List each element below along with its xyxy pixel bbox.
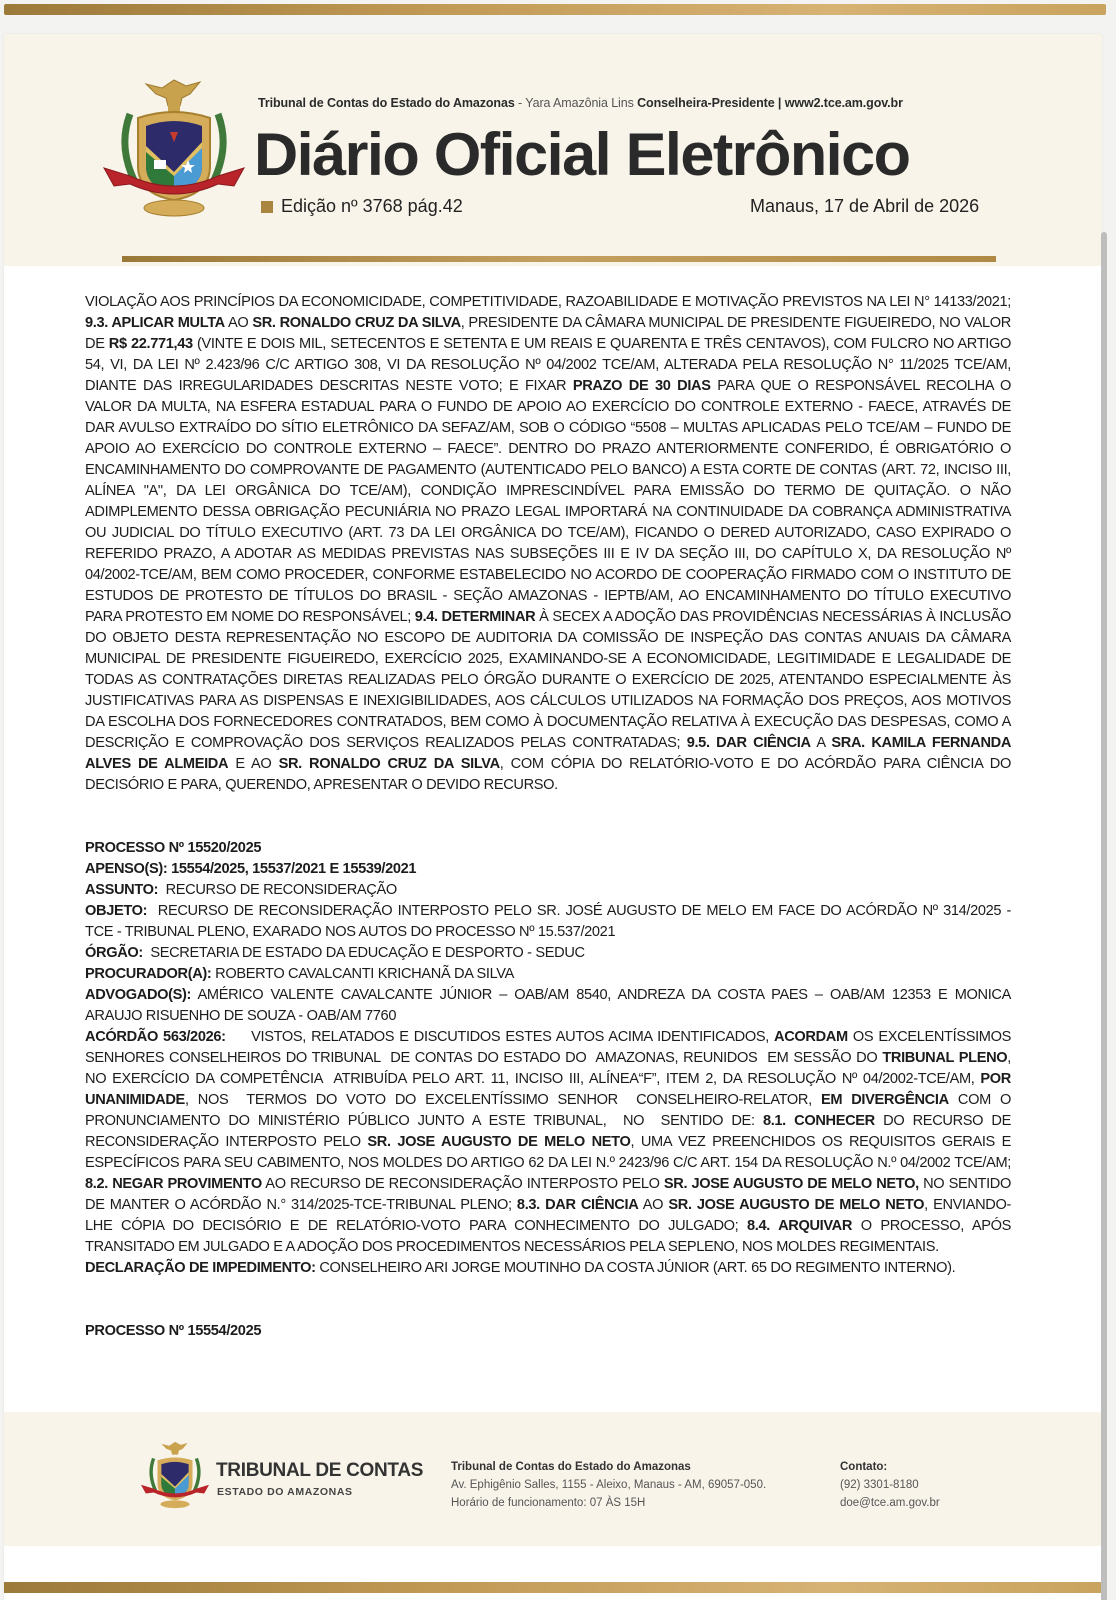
bold-segment: R$ 22.771,43 xyxy=(108,336,193,352)
bold-segment: 8.1. CONHECER xyxy=(762,1113,875,1129)
bold-segment: 8.2. NEGAR PROVIMENTO xyxy=(85,1176,262,1192)
process-advogados: ADVOGADO(S): AMÉRICO VALENTE CAVALCANTE JÚNIOR – OAB/AM 8540, ANDREZA DA COSTA PAES – OAB/AM 12353 E MONICA ARAUJO RISUENHO DE SOUZA - OAB/AM 7760 xyxy=(85,987,1011,1024)
bold-segment: SR. JOSE AUGUSTO DE MELO NETO xyxy=(367,1134,631,1150)
masthead-title: Diário Oficial Eletrônico xyxy=(254,121,910,188)
coat-of-arms-logo xyxy=(100,76,248,220)
text-segment: OS EXCELENTÍSSIMOS SENHORES CONSELHEIROS DO TRIBUNAL DE CONTAS DO ESTADO DO AMAZONAS, REUNIDOS EM SESSÃO DO xyxy=(85,1029,1015,1066)
bold-segment: 9.3. APLICAR MULTA xyxy=(85,315,225,331)
text-segment: COM O PRONUNCIAMENTO DO MINISTÉRIO PÚBLICO JUNTO A ESTE TRIBUNAL, NO SENTIDO DE: xyxy=(85,1092,1015,1129)
footer-contact-block xyxy=(840,1458,940,1512)
pipe: | xyxy=(774,96,785,110)
text-segment: E AO xyxy=(228,756,279,772)
text-segment: AO xyxy=(224,315,253,331)
separator: - xyxy=(514,96,526,110)
header-institution-line xyxy=(258,96,903,110)
bold-segment: PRAZO DE 30 DIAS xyxy=(572,378,711,394)
text-segment: , NO EXERCÍCIO DA COMPETÊNCIA ATRIBUÍDA PELO ART. 11, INCISO III, ALÍNEA“F”, ITEM 2, DA RESOLUÇÃO Nº 04/2002-TCE/AM, xyxy=(85,1050,1015,1087)
address-text: Av. Ephigênio Salles, 1155 - Aleixo, Manaus - AM, 69057-050. xyxy=(451,1479,767,1491)
edition-info xyxy=(261,196,463,217)
process-title: PROCESSO Nº 15554/2025 xyxy=(85,1323,262,1339)
president-name: Yara Amazônia Lins xyxy=(525,96,634,110)
contact-heading: Contato: xyxy=(840,1461,888,1473)
footer-coat-of-arms-logo xyxy=(139,1439,211,1511)
text-segment: , ENVIANDO-LHE CÓPIA DO DECISÓRIO E DE RELATÓRIO-VOTO PARA CONHECIMENTO DO JULGADO; xyxy=(85,1197,1011,1234)
bold-segment: SR. RONALDO CRUZ DA SILVA xyxy=(252,315,461,331)
website-link[interactable]: www2.tce.am.gov.br xyxy=(784,96,903,110)
footer-brand-subtitle: ESTADO DO AMAZONAS xyxy=(217,1486,353,1498)
bold-segment: ACÓRDÃO 563/2026: xyxy=(85,1029,226,1045)
text-segment: , PRESIDENTE DA CÂMARA MUNICIPAL DE PRESIDENTE FIGUEIREDO, NO VALOR DE xyxy=(85,315,1015,352)
text-segment: VIOLAÇÃO AOS PRINCÍPIOS DA ECONOMICIDADE, COMPETITIVIDADE, RAZOABILIDADE E MOTIVAÇÃO PREVISTOS NA LEI N° 14133/2021; xyxy=(85,294,1015,310)
top-gold-bar xyxy=(4,4,1106,15)
text-segment: O PROCESSO, APÓS TRANSITADO EM JULGADO E A ADOÇÃO DOS PROCEDIMENTOS NECESSÁRIOS PELA SEPLENO, NOS MOLDES REGIMENTAIS. xyxy=(85,1218,1015,1255)
acordao-paragraph xyxy=(85,1027,1015,1258)
bold-segment: 8.3. DAR CIÊNCIA xyxy=(516,1197,639,1213)
page-header xyxy=(4,34,1102,266)
bold-segment: TRIBUNAL PLENO xyxy=(882,1050,1008,1066)
text-segment: PARA QUE O RESPONSÁVEL RECOLHA O VALOR DA MULTA, NA ESFERA ESTADUAL PARA O FUNDO DE APOIO AO EXERCÍCIO DO CONTROLE EXTERNO - FAECE, ATRAVÉS DE DAR AVULSO EXTRAÍDO DO SÍTIO ELETRÔNICO DA SEFAZ/AM, SOB O CÓDIGO “5508 – MULTAS APLICADAS PELO TCE/AM – FUNDO DE APOIO AO EXERCÍCIO DO CONTROLE EXTERNO – FAECE”. DENTRO DO PRAZO ANTERIORMENTE CONFERIDO, É OBRIGATÓRIO O ENCAMINHAMENTO DO COMPROVANTE DE PAGAMENTO (AUTENTICADO PELO BANCO) A ESTA CORTE DE CONTAS (ART. 72, INCISO III, ALÍNEA "A", DA LEI ORGÂNICA DO TCE/AM), CONDIÇÃO IMPRESCINDÍVEL PARA EMISSÃO DO TERMO DE QUITAÇÃO. O NÃO ADIMPLEMENTO DESSA OBRIGAÇÃO PECUNIÁRIA NO PRAZO LEGAL IMPORTARÁ NA CONTINUIDADE DA COBRANÇA ADMINISTRATIVA OU JUDICIAL DO TÍTULO EXECUTIVO (ART. 73 DA LEI ORGÂNICA DO TCE/AM), FICANDO O DERED AUTORIZADO, CASO EXPIRADO O REFERIDO PRAZO, A ADOTAR AS MEDIDAS PREVISTAS NAS SUBSEÇÕES III E IV DA SEÇÃO III, DO CAPÍTULO X, DA RESOLUÇÃO Nº 04/2002-TCE/AM, BEM COMO PROCEDER, CONFORME ESTABELECIDO NO ACORDO DE COOPERAÇÃO FIRMADO COM O INSTITUTO DE ESTUDOS DE PROTESTO DE TÍTULOS DO BRASIL - SEÇÃO AMAZONAS - IEPTB/AM, AO ENCAMINHAMENTO DO TÍTULO EXECUTIVO PARA PROTESTO EM NOME DO RESPONSÁVEL; xyxy=(85,378,1015,625)
process-assunto: ASSUNTO: RECURSO DE RECONSIDERAÇÃO xyxy=(85,882,397,898)
bold-segment: EM DIVERGÊNCIA xyxy=(820,1092,949,1108)
process-impedimento: DECLARAÇÃO DE IMPEDIMENTO: CONSELHEIRO ARI JORGE MOUTINHO DA COSTA JÚNIOR (ART. 65 DO REGIMENTO INTERNO). xyxy=(85,1260,956,1276)
footer-brand-title: TRIBUNAL DE CONTAS xyxy=(216,1460,424,1481)
page-footer xyxy=(4,1412,1102,1546)
text-segment: À SECEX A ADOÇÃO DAS PROVIDÊNCIAS NECESSÁRIAS À INCLUSÃO DO OBJETO DESTA REPRESENTAÇÃO NO ESCOPO DE AUDITORIA DA COMISSÃO DE INSPEÇÃO DAS CONTAS ANUAIS DA CÂMARA MUNICIPAL DE PRESIDENTE FIGUEIREDO, EXERCÍCIO 2025, EXAMINANDO-SE A ECONOMICIDADE, LEGITIMIDADE E LEGALIDADE DE TODAS AS CONTRATAÇÕES DIRETAS REALIZADAS PELO ÓRGÃO DURANTE O EXERCÍCIO DE 2025, ATENTANDO ESPECIALMENTE ÀS JUSTIFICATIVAS PARA AS DISPENSAS E INEXIGIBILIDADES, AOS CÁLCULOS UTILIZADOS NA FORMAÇÃO DOS PREÇOS, AOS MOTIVOS DA ESCOLHA DOS FORNECEDORES CONTRATADOS, BEM COMO À DOCUMENTAÇÃO RELATIVA À EXECUÇÃO DAS DESPESAS, COMO A DESCRIÇÃO E COMPROVAÇÃO DOS SERVIÇOS REALIZADOS PELAS CONTRATADAS; xyxy=(85,609,1015,751)
document-body xyxy=(85,292,1015,1342)
bold-segment: SRA. KAMILA FERNANDA ALVES DE ALMEIDA xyxy=(85,735,1015,772)
process-title: PROCESSO Nº 15520/2025 xyxy=(85,840,262,856)
text-segment: (VINTE E DOIS MIL, SETECENTOS E SETENTA E UM REAIS E QUARENTA E TRÊS CENTAVOS), COM FULCRO NO ARTIGO 54, VI, DA LEI Nº 2.423/96 C/C ARTIGO 308, VI DA RESOLUÇÃO Nº 04/2002 TCE/AM, ALTERADA PELA RESOLUÇÃO N° 11/2025 TCE/AM, DIANTE DAS IRREGULARIDADES DESCRITAS NESTE VOTO; E FIXAR xyxy=(85,336,1015,394)
header-divider xyxy=(122,256,996,262)
bold-segment: POR UNANIMIDADE xyxy=(85,1071,1015,1108)
bold-segment: 9.5. DAR CIÊNCIA xyxy=(686,735,811,751)
president-title: Conselheira-Presidente xyxy=(637,96,775,110)
text-segment: A xyxy=(810,735,832,751)
text-segment: , UMA VEZ PREENCHIDOS OS REQUISITOS GERAIS E ESPECÍFICOS PARA SEU CABIMENTO, NOS MOLDES DO ARTIGO 62 DA LEI N.º 2423/96 C/C ART. 154 DA RESOLUÇÃO N.º 04/2002 TCE/AM; xyxy=(85,1134,1015,1171)
bold-segment: ACORDAM xyxy=(774,1029,848,1045)
text-segment: , COM CÓPIA DO RELATÓRIO-VOTO E DO ACÓRDÃO PARA CIÊNCIA DO DECISÓRIO E PARA, QUERENDO, APRESENTAR O DEVIDO RECURSO. xyxy=(85,756,1015,793)
address-heading: Tribunal de Contas do Estado do Amazonas xyxy=(451,1461,691,1473)
document-page xyxy=(4,34,1102,1600)
hours-text: Horário de funcionamento: 07 ÀS 15H xyxy=(451,1497,646,1509)
bold-segment: 9.4. DETERMINAR xyxy=(414,609,536,625)
contact-phone[interactable]: (92) 3301-8180 xyxy=(840,1479,919,1491)
text-segment: VISTOS, RELATADOS E DISCUTIDOS ESTES AUTOS ACIMA IDENTIFICADOS, xyxy=(225,1029,775,1045)
text-segment: , NOS TERMOS DO VOTO DO EXCELENTÍSSIMO SENHOR CONSELHEIRO-RELATOR, xyxy=(184,1092,821,1108)
process-objeto: OBJETO: RECURSO DE RECONSIDERAÇÃO INTERPOSTO PELO SR. JOSÉ AUGUSTO DE MELO EM FACE DO ACÓRDÃO Nº 314/2025 - TCE - TRIBUNAL PLENO, EXARADO NOS AUTOS DO PROCESSO Nº 15.537/2021 xyxy=(85,903,1015,940)
footer-address-block xyxy=(451,1458,766,1512)
process-orgao: ÓRGÃO: SECRETARIA DE ESTADO DA EDUCAÇÃO E DESPORTO - SEDUC xyxy=(85,945,585,961)
text-segment: AO RECURSO DE RECONSIDERAÇÃO INTERPOSTO PELO xyxy=(261,1176,664,1192)
square-bullet-icon xyxy=(261,201,273,213)
text-segment: NO SENTIDO DE MANTER O ACÓRDÃO N.° 314/2025-TCE-TRIBUNAL PLENO; xyxy=(85,1176,1015,1213)
decision-paragraph xyxy=(85,292,1015,796)
institution-name: Tribunal de Contas do Estado do Amazonas xyxy=(258,96,515,110)
text-segment: DO RECURSO DE RECONSIDERAÇÃO INTERPOSTO PELO xyxy=(85,1113,1015,1150)
bottom-gold-bar xyxy=(4,1582,1102,1593)
publication-date: Manaus, 17 de Abril de 2026 xyxy=(750,196,980,216)
process-apensos: APENSO(S): 15554/2025, 15537/2021 E 15539/2021 xyxy=(85,861,417,877)
bold-segment: SR. RONALDO CRUZ DA SILVA xyxy=(278,756,500,772)
text-segment: AO xyxy=(638,1197,669,1213)
vertical-scrollbar[interactable] xyxy=(1101,232,1107,1600)
bold-segment: SR. JOSE AUGUSTO DE MELO NETO, xyxy=(663,1176,919,1192)
bold-segment: 8.4. ARQUIVAR xyxy=(747,1218,853,1234)
process-procurador: PROCURADOR(A): ROBERTO CAVALCANTI KRICHANÃ DA SILVA xyxy=(85,966,514,982)
bold-segment: SR. JOSE AUGUSTO DE MELO NETO xyxy=(668,1197,925,1213)
edition-number: Edição nº 3768 pág.42 xyxy=(281,196,463,216)
contact-email[interactable]: doe@tce.am.gov.br xyxy=(840,1497,940,1509)
